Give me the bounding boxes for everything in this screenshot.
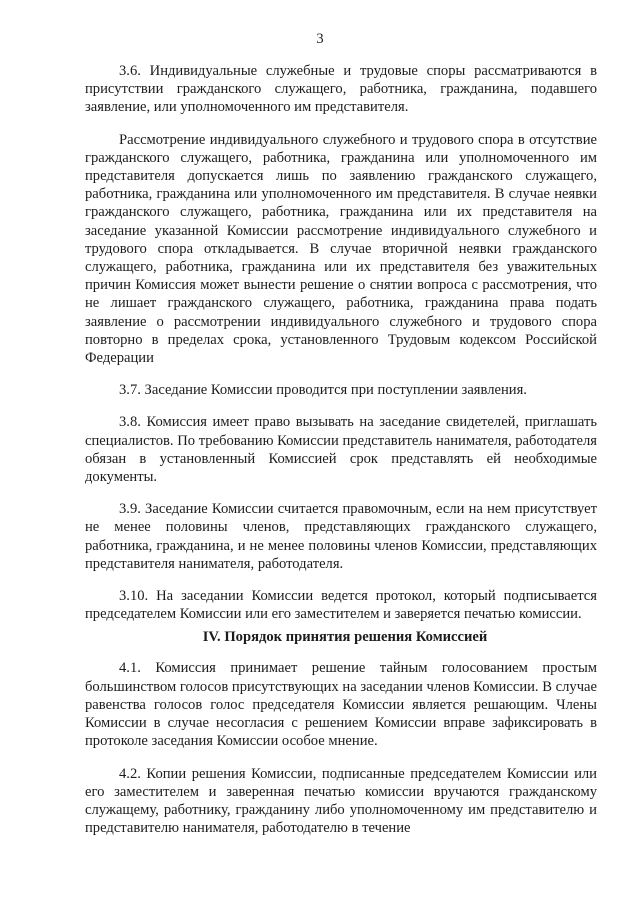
paragraph-3-10: 3.10. На заседании Комиссии ведется протокол, который подписывается председателем Комиссии или его заместителем и заверяется печатью комиссии. xyxy=(85,588,597,623)
paragraph-4-2: 4.2. Копии решения Комиссии, подписанные председателем Комиссии или его заместителем и заверенная печатью комиссии вручаются гражданскому служащему, работнику, гражданину либо уполномоченному им представителю и представителю нанимателя, работодателю в течение xyxy=(85,765,597,837)
paragraph-3-7: 3.7. Заседание Комиссии проводится при поступлении заявления. xyxy=(119,382,527,399)
document-body xyxy=(85,62,597,837)
paragraph-4-1: 4.1. Комиссия принимает решение тайным голосованием простым большинством голосов присутствующих на заседании членов Комиссии. В случае равенства голосов голос председателя Комиссии является решающим. Члены Комиссии в случае несогласия с решением Комиссии вправе зафиксировать в протоколе заседания Комиссии особое мнение. xyxy=(85,660,597,750)
paragraph-3-8: 3.8. Комиссия имеет право вызывать на заседание свидетелей, приглашать специалистов. По требованию Комиссии представитель нанимателя, работодателя обязан в установленный Комиссией срок представлять ей необходимые документы. xyxy=(85,414,597,486)
paragraph-3-6-continued: Рассмотрение индивидуального служебного и трудового спора в отсутствие гражданского служащего, работника, гражданина или уполномоченного им представителя допускается лишь по заявлению гражданского служащего, работника, гражданина или уполномоченного им представителя. В случае неявки гражданского служащего, работника, гражданина или их представителя на заседание указанной Комиссии рассмотрение индивидуального служебного и трудового спора откладывается. В случае вторичной неявки гражданского служащего, работника, гражданина или их представителя без уважительных причин Комиссия может вынести решение о снятии вопроса с рассмотрения, что не лишает гражданского служащего, работника, гражданина права подать заявление о рассмотрении индивидуального служебного и трудового спора повторно в пределах срока, установленного Трудовым кодексом Российской Федерации xyxy=(85,131,597,367)
section-heading: IV. Порядок принятия решения Комиссией xyxy=(202,629,488,646)
paragraph-3-6: 3.6. Индивидуальные служебные и трудовые споры рассматриваются в присутствии гражданского служащего, работника, гражданина, подавшего заявление, или уполномоченного им представителя. xyxy=(85,63,597,116)
paragraph-3-9: 3.9. Заседание Комиссии считается правомочным, если на нем присутствует не менее половины членов, представляющих гражданского служащего, работника, гражданина, и не менее половины членов Комиссии, представляющих представителя нанимателя, работодателя. xyxy=(85,501,597,572)
page-number: 3 xyxy=(316,31,324,47)
